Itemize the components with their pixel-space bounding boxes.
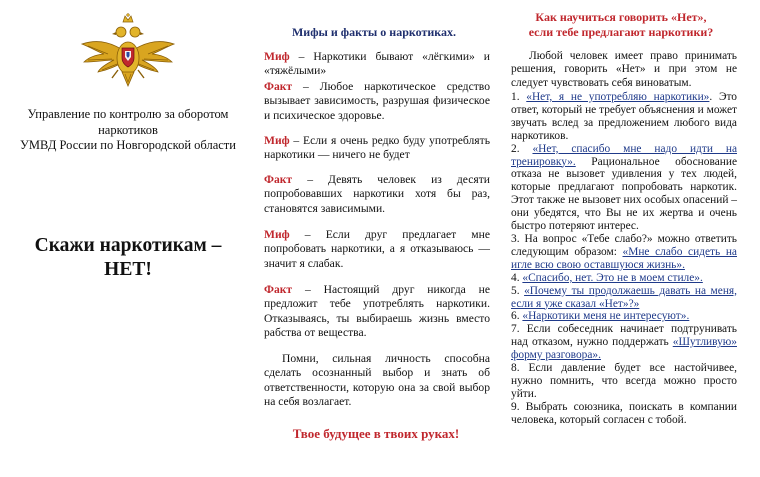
tip-item	[511, 362, 737, 401]
myth-label: Миф	[264, 50, 290, 63]
tip-number: 3.	[511, 232, 525, 245]
tip-phrase: «Наркотики меня не интересуют».	[522, 310, 690, 323]
slogan-heading: Скажи наркотикам – НЕТ!	[34, 235, 222, 280]
refusal-tips-list	[511, 91, 737, 427]
tip-text: Если собеседник начинает подтрунивать над отказом, нужно поддержать	[511, 323, 737, 349]
tip-item	[511, 323, 737, 362]
tip-text: . Это ответ, который не требует объяснения и может звучать вслед за предложением любого вида наркотиков.	[511, 91, 738, 142]
tip-number: 2.	[511, 142, 533, 155]
tip-number: 6.	[511, 310, 523, 323]
tip-item	[511, 310, 737, 323]
myth-item	[264, 134, 490, 163]
refusal-title-line: если тебе предлагают наркотики?	[528, 25, 714, 39]
tip-item	[511, 285, 737, 311]
tip-phrase: «Почему ты продолжаешь давать на меня, если я уже сказал «Нет»?»	[511, 284, 738, 310]
fact-label: Факт	[264, 283, 293, 296]
tip-phrase: «Спасибо, нет. Это не в моем стиле».	[522, 271, 703, 284]
agency-line: УМВД России по Новгородской области	[20, 138, 236, 152]
tip-item	[511, 401, 737, 427]
closing-slogan: Твое будущее в твоих руках!	[292, 426, 460, 441]
tip-item	[511, 233, 737, 272]
tip-phrase: «Шутливую» форму разговора».	[511, 336, 737, 362]
tip-number: 8.	[511, 362, 529, 375]
tip-number: 1.	[511, 91, 527, 103]
refusal-title-line: Как научиться говорить «Нет»,	[535, 10, 707, 24]
fact-item	[264, 80, 490, 123]
tip-phrase: «Мне слабо сидеть на игле всю свою оставшуюся жизнь».	[511, 245, 737, 271]
tip-number: 4.	[511, 271, 523, 284]
tip-item	[511, 143, 737, 233]
myth-item	[264, 228, 490, 271]
tip-text: Выбрать союзника, поискать в компании человека, который согласен с тобой.	[511, 400, 737, 426]
myth-text: – Наркотики бывают «лёгкими» и «тяжёлыми»	[264, 50, 490, 78]
fact-label: Факт	[264, 173, 293, 186]
double-headed-eagle-emblem-icon	[78, 8, 178, 92]
tip-text: Рациональное обоснование отказа не вызовет удивления у тех людей, которые предлагают попробовать наркотик. Этот также не вызовет них особых опасений – они убедятся, что Вы не их жертва и очень быстро потеряют интерес.	[511, 155, 737, 233]
tip-phrase: «Нет, спасибо мне надо идти на тренировку».	[511, 142, 737, 168]
tip-text: На вопрос «Тебе слабо?» можно ответить следующим образом:	[511, 232, 737, 258]
tip-number: 7.	[511, 323, 527, 336]
tip-number: 9.	[511, 400, 526, 413]
tip-number: 5.	[511, 284, 525, 297]
myth-text: – Если я очень редко буду употреблять наркотики — ничего не будет	[264, 134, 490, 162]
agency-name	[14, 107, 242, 154]
tip-item	[511, 91, 737, 143]
refusal-intro: Любой человек имеет право принимать решения, говорить «Нет» и при этом не следует чувствовать себя виноватым.	[511, 50, 737, 89]
refusal-title	[505, 10, 737, 40]
myths-title: Мифы и факты о наркотиках.	[291, 25, 457, 39]
myth-text: – Если друг предлагает мне попробовать наркотики, а я отказываюсь — значит я слабак.	[264, 228, 490, 270]
tip-item	[511, 272, 737, 285]
agency-line: Управление по контролю за оборотом наркотиков	[27, 107, 229, 137]
reminder-text: Помни, сильная личность способна сделать осознанный выбор и знать об ответственности, которую она за свой выбор на себя возлагает.	[264, 352, 490, 409]
fact-text: – Настоящий друг никогда не предложит тебе употреблять наркотики. Отказываясь, ты выбираешь жизнь вместо рабства от вещества.	[264, 283, 490, 340]
myth-item	[264, 50, 490, 79]
tip-phrase: «Нет, я не употребляю наркотики»	[526, 91, 710, 103]
fact-item	[264, 173, 490, 216]
fact-text: – Любое наркотическое средство вызывает зависимость, разрушая физическое и психическое здоровье.	[264, 80, 490, 122]
fact-item	[264, 283, 490, 341]
fact-label: Факт	[264, 80, 293, 93]
myth-label: Миф	[264, 228, 290, 241]
fact-text: – Девять человек из десяти попробовавших наркотики хотя бы раз, становятся зависимыми.	[264, 173, 490, 215]
myth-label: Миф	[264, 134, 290, 147]
tip-text: Если давление будет все настойчивее, нужно помнить, что всегда можно просто уйти.	[511, 362, 737, 400]
